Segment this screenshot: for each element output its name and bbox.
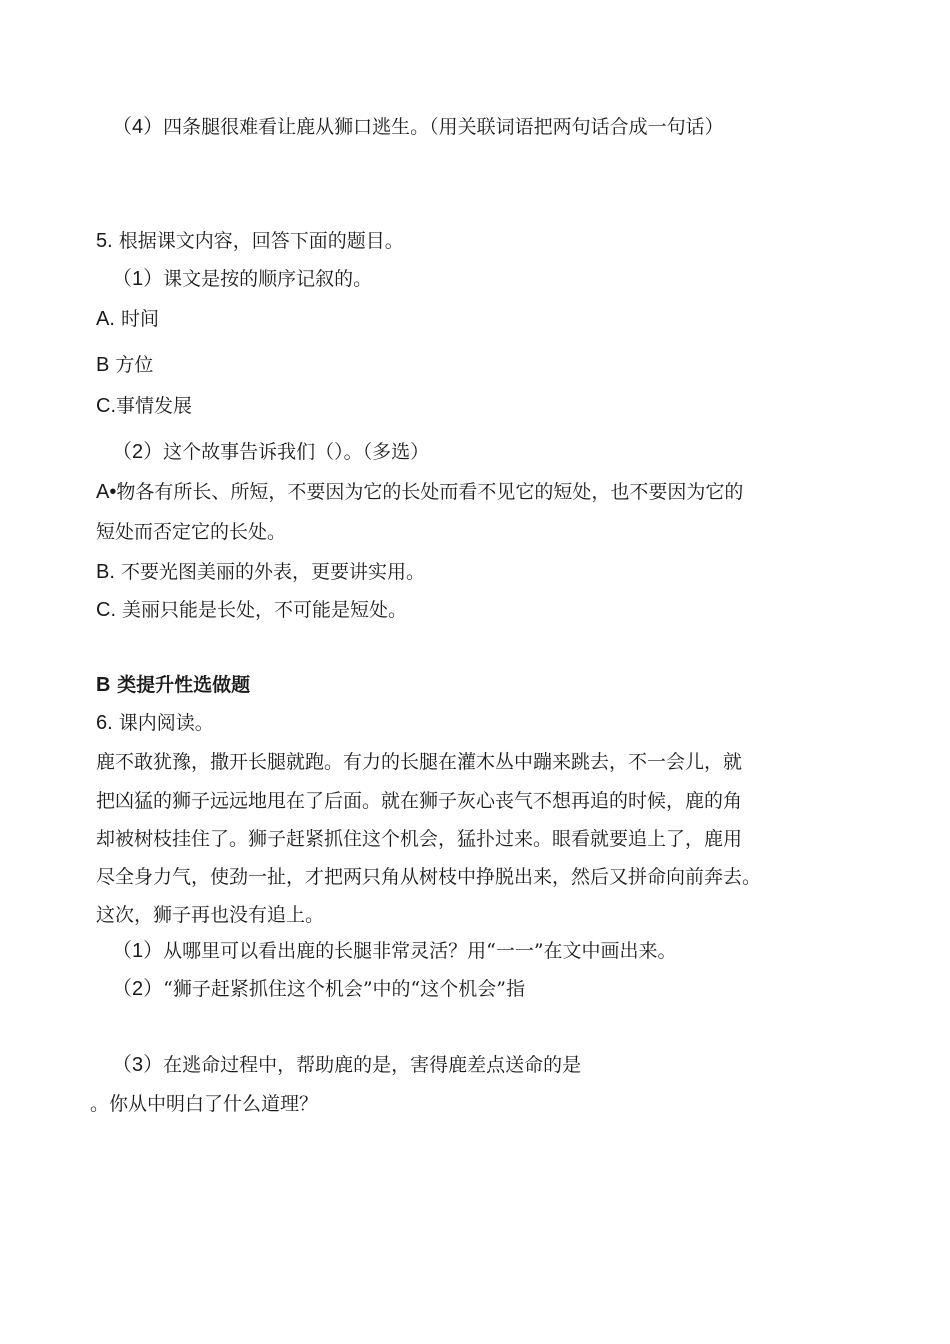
q5-title-text: 根据课文内容，回答下面的题目。 xyxy=(118,230,404,252)
q6-passage-line: 把凶猛的狮子远远地甩在了后面。就在狮子灰心丧气不想再追的时候，鹿的角 xyxy=(96,790,743,812)
q5-sub1 xyxy=(112,266,372,292)
q6-sub3-num: （3） xyxy=(112,1054,164,1076)
q5-sub2-text: 这个故事告诉我们（）。（多选） xyxy=(163,441,430,463)
q5-opt2-b-letter: B. xyxy=(96,561,115,583)
section-b-letter: B xyxy=(96,674,111,696)
q6-sub1-num: （1） xyxy=(112,940,164,962)
q6-num: 6. xyxy=(96,712,113,734)
q6-passage-line: 却被树枝挂住了。狮子赶紧抓住这个机会，猛扑过来。眼看就要追上了，鹿用 xyxy=(96,828,743,850)
q6-passage-line: 尽全身力气，使劲一扯，才把两只角从树枝中挣脱出来，然后又拼命向前奔去。 xyxy=(96,866,762,888)
q6-passage-line: 鹿不敢犹豫，撒开长腿就跑。有力的长腿在灌木丛中蹦来跳去，不一会儿，就 xyxy=(96,751,743,773)
q6-sub3 xyxy=(112,1052,581,1078)
q5-opt2-c xyxy=(96,597,407,623)
q5-sub1-num: （1） xyxy=(112,268,164,290)
q5-opt1-b-letter: B xyxy=(96,354,110,376)
q6-sub1 xyxy=(112,938,677,964)
q5-title xyxy=(96,228,404,254)
q5-opt2-c-text: 美丽只能是长处，不可能是短处。 xyxy=(122,599,408,621)
q6-sub2 xyxy=(112,976,525,1002)
q5-opt1-a-letter: A. xyxy=(96,308,115,330)
q5-sub2 xyxy=(112,439,429,465)
q5-opt1-b-text: 方位 xyxy=(115,354,154,376)
q5-opt2-a xyxy=(96,479,743,505)
q6-sub3-cont: 。你从中明白了什么道理？ xyxy=(90,1093,319,1115)
q5-opt2-b xyxy=(96,559,425,585)
q4-sub4 xyxy=(112,114,724,140)
q5-sub1-text: 课文是按的顺序记叙的。 xyxy=(163,268,373,290)
section-b-text: 类提升性选做题 xyxy=(117,674,251,696)
q5-opt2-a-letter: A• xyxy=(96,481,117,503)
q4-sub4-num: （4） xyxy=(112,116,164,138)
q6-sub1-text: 从哪里可以看出鹿的长腿非常灵活？用“一一”在文中画出来。 xyxy=(163,940,677,962)
q4-sub4-text: 四条腿很难看让鹿从狮口逃生。（用关联词语把两句话合成一句话） xyxy=(163,116,724,138)
q5-opt1-a-text: 时间 xyxy=(120,308,159,330)
q5-opt2-a-cont: 短处而否定它的长处。 xyxy=(96,521,287,543)
q5-opt1-c-text: 事情发展 xyxy=(116,395,193,417)
q5-opt2-c-letter: C. xyxy=(96,599,116,621)
q6-sub2-text: “狮子赶紧抓住这个机会”中的“这个机会”指 xyxy=(163,978,525,1000)
q6-sub2-num: （2） xyxy=(112,978,164,1000)
q6-title-text: 课内阅读。 xyxy=(118,712,214,734)
q5-opt1-a xyxy=(96,306,159,332)
q5-sub2-num: （2） xyxy=(112,441,164,463)
q5-opt2-b-text: 不要光图美丽的外表，更要讲实用。 xyxy=(120,561,425,583)
q5-opt1-b xyxy=(96,352,153,378)
q6-title xyxy=(96,710,214,736)
q5-opt1-c-letter: C. xyxy=(96,395,116,417)
q6-passage-line: 这次，狮子再也没有追上。 xyxy=(96,904,325,926)
section-b-heading xyxy=(96,672,250,698)
q5-opt1-c xyxy=(96,393,192,419)
q6-sub3-text: 在逃命过程中，帮助鹿的是，害得鹿差点送命的是 xyxy=(163,1054,582,1076)
q5-opt2-a-text: 物各有所长、所短，不要因为它的长处而看不见它的短处，也不要因为它的 xyxy=(116,481,744,503)
q5-num: 5. xyxy=(96,230,113,252)
